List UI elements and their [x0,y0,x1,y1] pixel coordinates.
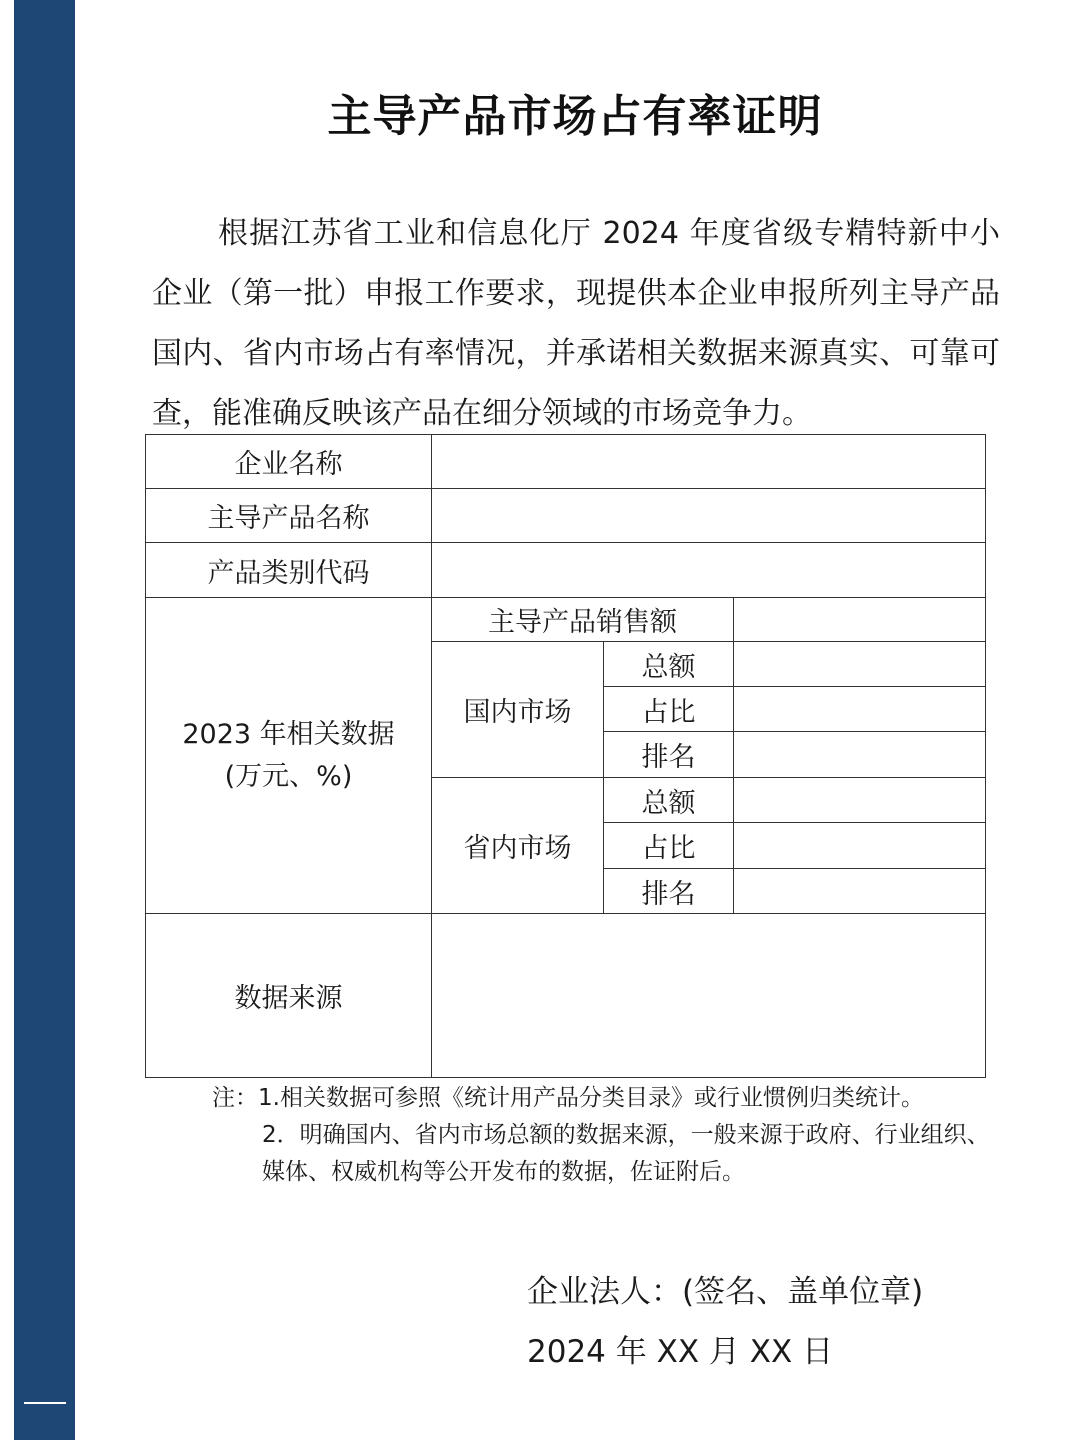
category-code-label: 产品类别代码 [146,543,432,598]
company-name-label: 企业名称 [146,435,432,489]
signature-block [527,1262,1027,1382]
product-name-value[interactable] [432,489,986,543]
note-line-2: 2．明确国内、省内市场总额的数据来源，一般来源于政府、行业组织、 [262,1122,990,1148]
provincial-total-value[interactable] [734,778,986,823]
date-line: 2024 年 XX 月 XX 日 [527,1334,834,1370]
domestic-total-value[interactable] [734,642,986,687]
intro-paragraph: 根据江苏省工业和信息化厅 2024 年度省级专精特新中小企业（第一批）申报工作要求，现提供本企业申报所列主导产品国内、省内市场占有率情况，并承诺相关数据来源真实、可靠可查，能准确反映该产品在细分领域的市场竞争力。 [152,216,1000,431]
product-name-label: 主导产品名称 [146,489,432,543]
note-line-3: 媒体、权威机构等公开发布的数据，佐证附后。 [262,1159,745,1185]
note-1-text: 1.相关数据可参照《统计用产品分类目录》或行业惯例归类统计。 [258,1085,924,1111]
data-year-label: 2023 年相关数据 [182,718,395,750]
side-bar [14,0,75,1440]
market-share-table [145,434,986,1078]
data-source-label: 数据来源 [146,914,432,1078]
domestic-share-value[interactable] [734,687,986,732]
data-unit-label: (万元、%) [224,760,353,792]
notes-section [212,1080,1012,1191]
document-title: 主导产品市场占有率证明 [327,91,823,142]
category-code-value[interactable] [432,543,986,598]
sales-value[interactable] [734,598,986,642]
provincial-share-label: 占比 [604,823,734,869]
sales-label: 主导产品销售额 [432,598,734,642]
data-source-value[interactable] [432,914,986,1078]
note-prefix: 注： [212,1085,258,1111]
side-bar-line [24,1402,66,1404]
provincial-market-label: 省内市场 [432,778,604,914]
provincial-share-value[interactable] [734,823,986,869]
domestic-rank-value[interactable] [734,732,986,778]
company-name-value[interactable] [432,435,986,489]
domestic-total-label: 总额 [604,642,734,687]
note-line-1 [212,1080,1012,1117]
domestic-market-label: 国内市场 [432,642,604,778]
provincial-rank-value[interactable] [734,869,986,914]
provincial-rank-label: 排名 [604,869,734,914]
domestic-share-label: 占比 [604,687,734,732]
data-year-cell [146,598,432,914]
legal-person-line: 企业法人：(签名、盖单位章) [527,1274,924,1310]
domestic-rank-label: 排名 [604,732,734,778]
provincial-total-label: 总额 [604,778,734,823]
